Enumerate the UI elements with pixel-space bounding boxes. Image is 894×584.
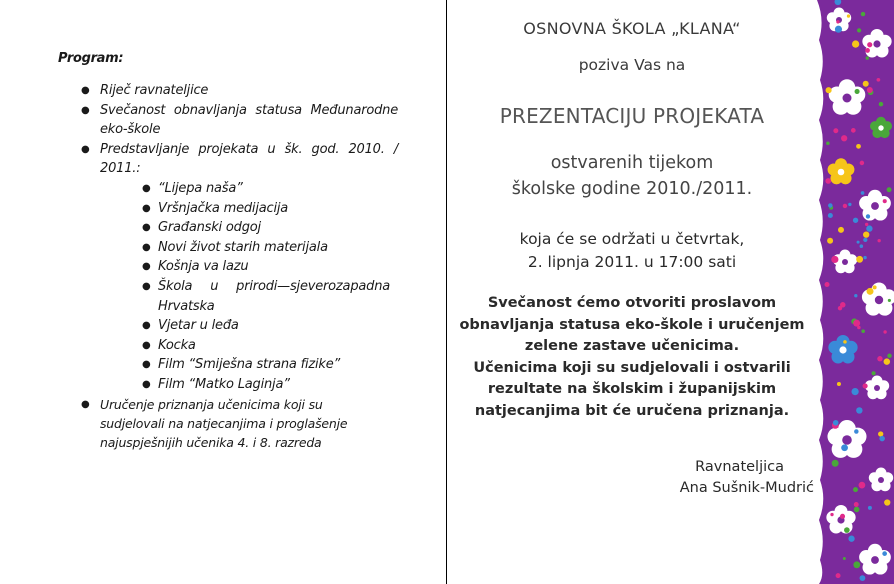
dot-icon [848,536,854,542]
dot-icon [863,383,868,388]
project-item: ● Kocka [58,336,390,356]
program-page [0,0,446,584]
dot-icon [857,241,860,244]
bullet-icon: ● [142,241,151,253]
dot-icon [877,356,882,361]
dot-icon [828,213,833,218]
bullet-icon: ● [81,398,90,410]
dot-icon [853,320,860,327]
list-item: ● Riječ ravnateljice [58,81,398,101]
flower-center-icon [875,296,883,304]
signature-role: Ravnateljica [695,459,784,475]
bullet-icon: ● [142,261,151,273]
flower-center-icon [843,94,852,103]
dot-icon [841,444,848,451]
dot-icon [833,128,838,133]
flower-center-icon [873,40,880,47]
dot-icon [844,527,850,533]
bullet-icon: ● [142,359,151,371]
dot-icon [843,204,847,208]
dot-icon [868,506,872,510]
dot-icon [883,330,886,333]
school-name: OSNOVNA ŠKOLA „KLANA“ [523,19,741,38]
dot-icon [872,371,876,375]
dot-icon [877,239,880,242]
project-item: ● Film “Smiješna strana fizike” [58,355,390,375]
dot-icon [851,388,858,395]
list-item: ● Uručenje priznanja učenicima koji su sudjelovali na natjecanjima i proglašenje najuspješnijih učenika 4. i 8. razreda [81,396,348,450]
project-item: ● “Lijepa naša” [58,179,390,199]
dot-icon [884,358,890,364]
dot-icon [856,144,861,149]
dot-icon [831,256,838,263]
dot-icon [832,460,839,467]
dot-icon [867,42,872,47]
dot-icon [861,191,865,195]
project-item: ● Vjetar u leđa [58,316,390,336]
dot-icon [861,12,865,16]
project-item: ● Novi život starih materijala [58,238,390,258]
project-item: ● Građanski odgoj [58,218,390,238]
flower-center-icon [878,125,883,130]
dot-icon [865,48,870,53]
bullet-icon: ● [142,320,151,332]
invitation-title: PREZENTACIJU PROJEKATA [499,104,765,128]
dot-icon [879,436,885,442]
dot-icon [848,203,851,206]
dot-icon [836,573,841,578]
dot-icon [838,176,841,179]
dot-icon [863,238,867,242]
invite-line: poziva Vas na [578,56,686,74]
bullet-icon: ● [81,104,90,116]
dot-icon [833,420,839,426]
dot-icon [825,282,830,287]
dot-icon [836,20,839,23]
bullet-icon: ● [142,202,151,214]
dot-icon [863,231,869,237]
dot-icon [843,340,847,344]
dot-icon [827,238,833,244]
dot-icon [867,87,873,93]
bullet-icon: ● [142,378,151,390]
dot-icon [878,431,883,436]
dot-icon [863,81,869,87]
dot-icon [853,218,858,223]
bullet-icon: ● [142,339,151,351]
dot-icon [877,78,881,82]
project-item: ● Film “Matko Laginja” [58,375,390,395]
dot-icon [854,507,860,513]
dot-icon [855,89,860,94]
project-item: ● Vršnjačka medijacija [58,199,390,219]
dot-icon [888,299,891,302]
bullet-icon: ● [142,280,151,292]
event-date: koja će se održati u četvrtak, 2. lipnja 2011. u 17:00 sati [519,230,745,271]
bullet-icon: ● [142,182,151,194]
dot-icon [866,225,872,231]
flower-center-icon [842,259,848,265]
dot-icon [866,56,869,59]
dot-icon [873,285,877,289]
dot-icon [856,256,863,263]
program-list [58,81,398,452]
bullet-icon: ● [81,143,90,155]
program-heading: Program: [58,51,124,66]
dot-icon [847,14,850,17]
project-item: ● Košnja va lazu [58,257,390,277]
dot-icon [859,482,866,489]
flower-center-icon [839,346,846,353]
dot-icon [866,214,870,218]
dot-icon [841,135,847,141]
dot-icon [826,142,830,146]
flower-center-icon [878,477,884,483]
floral-pattern-icon [817,0,894,584]
dot-icon [865,223,868,226]
dot-icon [867,288,874,295]
bullet-icon: ● [142,222,151,234]
dot-icon [825,178,831,184]
dot-icon [837,382,841,386]
dot-icon [887,354,891,358]
dot-icon [830,513,833,516]
invitation-paragraph: Svečanost ćemo otvoriti proslavom obnavljanja statusa eko-škole i uručenjem zelene zastave učenicima. Učenicima koji su sudjelovali i ostvarili rezultate na školskim i županijskim natjecanjima bit će uručena priznanja. [459,295,805,419]
dot-icon [861,329,865,333]
signature [614,457,814,499]
dot-icon [879,102,884,107]
flower-center-icon [838,169,845,176]
project-item: ● Škola u prirodi—sjeverozapadna Hrvatska [142,278,390,314]
flower-center-icon [874,385,880,391]
dot-icon [860,244,864,248]
dot-icon [838,227,844,233]
dot-icon [863,256,866,259]
dot-icon [840,302,846,308]
dot-icon [882,551,887,556]
dot-icon [835,26,842,33]
dot-icon [851,128,856,133]
dot-icon [854,502,859,507]
dot-icon [854,429,858,433]
flower-center-icon [871,556,879,564]
dot-icon [843,557,846,560]
dot-icon [826,87,832,93]
dot-icon [887,187,892,192]
dot-icon [883,199,887,203]
invitation-subtitle: ostvarenih tijekom školske godine 2010./2011. [511,153,753,199]
invitation-page [447,0,817,584]
floral-border [817,0,894,584]
flower-center-icon [842,435,852,445]
dot-icon [860,575,866,581]
bullet-icon: ● [81,85,90,96]
dot-icon [853,561,860,568]
dot-icon [856,407,862,413]
list-item: ● Predstavljanje projekata u šk. god. 2010. / 2011.: [81,141,398,177]
dot-icon [852,40,859,47]
dot-icon [828,203,833,208]
dot-icon [884,499,890,505]
dot-icon [857,28,861,32]
dot-icon [840,514,845,519]
list-item: ● Svečanost obnavljanja statusa Međunarodne eko-škole [81,102,398,138]
dot-icon [860,161,865,166]
dot-icon [853,487,858,492]
flower-center-icon [871,202,879,210]
dot-icon [854,294,857,297]
signature-name: Ana Sušnik-Mudrić [679,480,814,496]
